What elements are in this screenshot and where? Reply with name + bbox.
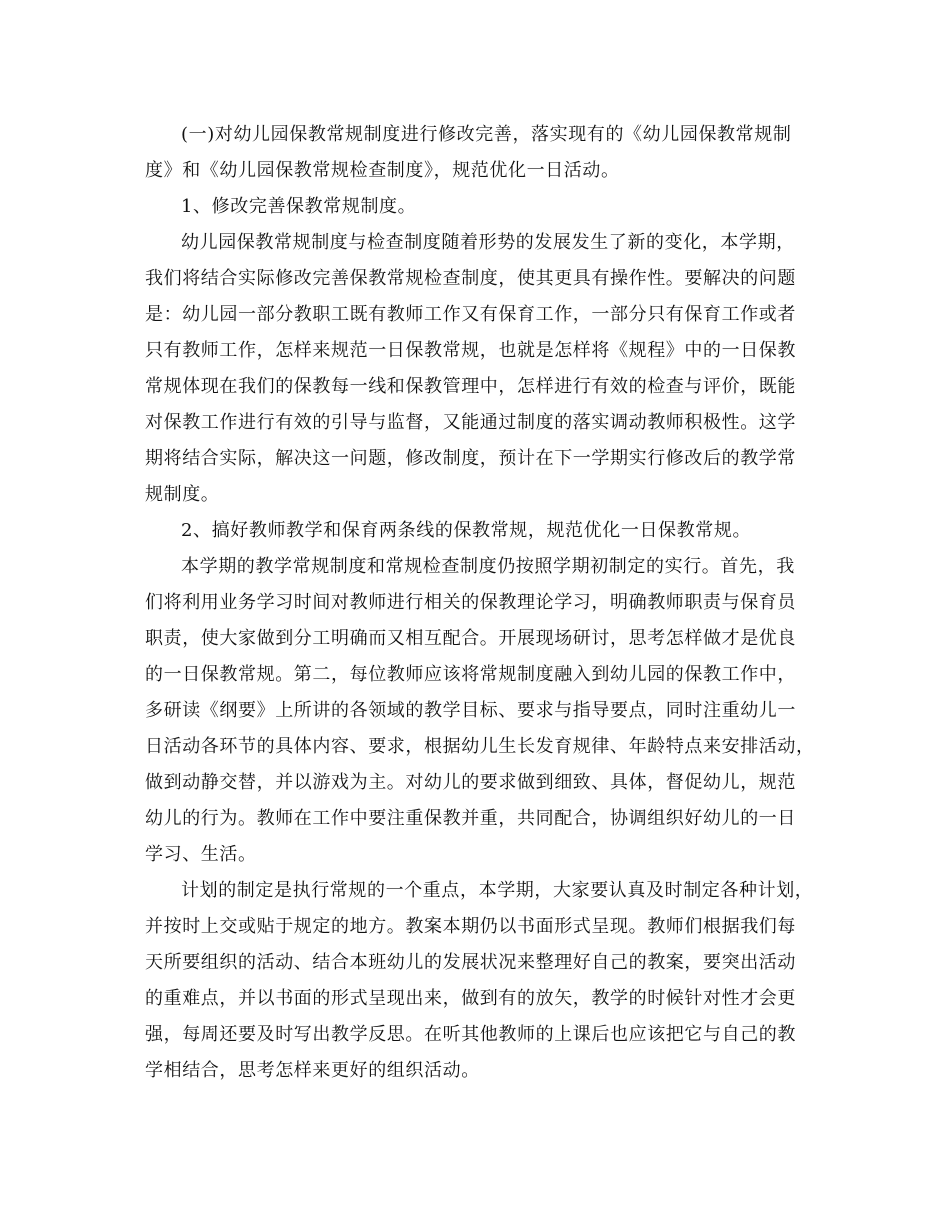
text-line: 职责，使大家做到分工明确而又相互配合。开展现场研讨，思考怎样做才是优良	[145, 628, 796, 649]
text-line: 度》和《幼儿园保教常规检查制度》，规范优化一日活动。	[145, 160, 620, 181]
text-line: 只有教师工作，怎样来规范一日保教常规，也就是怎样将《规程》中的一日保教	[145, 340, 796, 361]
document-body	[145, 117, 815, 1089]
text-line: 多研读《纲要》上所讲的各领域的教学目标、要求与指导要点，同时注重幼儿一	[145, 700, 796, 721]
text-line: 日活动各环节的具体内容、要求，根据幼儿生长发育规律、年龄特点来安排活动，	[145, 736, 815, 757]
text-line: 我们将结合实际修改完善保教常规检查制度，使其更具有操作性。要解决的问题	[145, 268, 796, 289]
text-line: 的一日保教常规。第二，每位教师应该将常规制度融入到幼儿园的保教工作中，	[145, 664, 796, 685]
text-line: 期将结合实际，解决这一问题，修改制度，预计在下一学期实行修改后的教学常	[145, 448, 796, 469]
text-line: 们将利用业务学习时间对教师进行相关的保教理论学习，明确教师职责与保育员	[145, 592, 796, 613]
text-line: 对保教工作进行有效的引导与监督，又能通过制度的落实调动教师积极性。这学	[145, 412, 796, 433]
text-line: 本学期的教学常规制度和常规检查制度仍按照学期初制定的实行。首先，我	[181, 556, 795, 577]
text-line: 学习、生活。	[145, 844, 257, 865]
text-line: 幼儿的行为。教师在工作中要注重保教并重，共同配合，协调组织好幼儿的一日	[145, 808, 796, 829]
text-line: 计划的制定是执行常规的一个重点，本学期，大家要认真及时制定各种计划，	[181, 880, 814, 901]
text-line: 的重难点，并以书面的形式呈现出来，做到有的放矢，教学的时候针对性才会更	[145, 988, 796, 1009]
text-line: 强，每周还要及时写出教学反思。在听其他教师的上课后也应该把它与自己的教	[145, 1024, 796, 1045]
text-line: 常规体现在我们的保教每一线和保教管理中，怎样进行有效的检查与评价，既能	[145, 376, 796, 397]
text-line: 2、搞好教师教学和保育两条线的保教常规，规范优化一日保教常规。	[181, 520, 752, 541]
text-line: 1、修改完善保教常规制度。	[181, 196, 417, 217]
text-line: 做到动静交替，并以游戏为主。对幼儿的要求做到细致、具体，督促幼儿，规范	[145, 772, 796, 793]
text-line: 规制度。	[145, 484, 220, 505]
text-line: 天所要组织的活动、结合本班幼儿的发展状况来整理好自己的教案，要突出活动	[145, 952, 796, 973]
text-line: 学相结合，思考怎样来更好的组织活动。	[145, 1060, 480, 1081]
text-line: (一)对幼儿园保教常规制度进行修改完善，落实现有的《幼儿园保教常规制	[181, 124, 792, 145]
text-line: 幼儿园保教常规制度与检查制度随着形势的发展发生了新的变化，本学期，	[181, 232, 795, 253]
text-line: 并按时上交或贴于规定的地方。教案本期仍以书面形式呈现。教师们根据我们每	[145, 916, 796, 937]
text-line: 是：幼儿园一部分教职工既有教师工作又有保育工作，一部分只有保育工作或者	[145, 304, 796, 325]
